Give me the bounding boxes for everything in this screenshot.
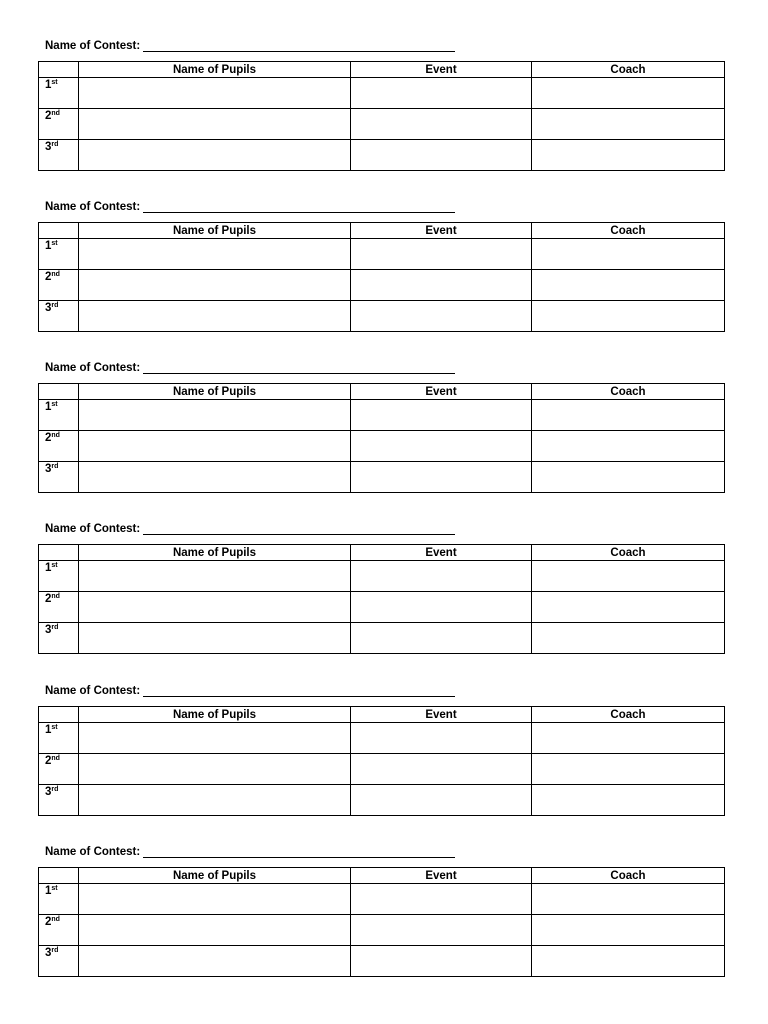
contest-name-line xyxy=(45,40,455,52)
table-header-row xyxy=(39,384,725,400)
results-table xyxy=(38,61,725,171)
place-number: 1 xyxy=(45,401,52,413)
coach-cell[interactable] xyxy=(532,561,725,592)
table-row xyxy=(39,140,725,171)
table-row xyxy=(39,754,725,785)
event-cell[interactable] xyxy=(351,109,532,140)
place-suffix: st xyxy=(51,240,58,247)
table-row xyxy=(39,884,725,915)
place-number: 2 xyxy=(45,271,52,283)
event-cell[interactable] xyxy=(351,946,532,977)
results-table xyxy=(38,867,725,977)
place-number: 2 xyxy=(45,755,52,767)
place-cell xyxy=(39,400,79,431)
place-suffix: nd xyxy=(51,110,60,117)
event-cell[interactable] xyxy=(351,431,532,462)
place-number: 3 xyxy=(45,624,52,636)
header-coach: Coach xyxy=(532,62,725,78)
place-cell xyxy=(39,301,79,332)
place-cell xyxy=(39,623,79,654)
table-row xyxy=(39,270,725,301)
contest-name-line xyxy=(45,846,455,858)
header-coach: Coach xyxy=(532,868,725,884)
contest-name-label: Name of Contest: xyxy=(45,40,141,52)
place-suffix: rd xyxy=(51,786,59,793)
pupil-name-cell[interactable] xyxy=(79,723,351,754)
pupil-name-cell[interactable] xyxy=(79,301,351,332)
table-row xyxy=(39,239,725,270)
place-suffix: nd xyxy=(51,432,60,439)
place-cell xyxy=(39,723,79,754)
place-cell xyxy=(39,239,79,270)
header-event: Event xyxy=(351,223,532,239)
place-suffix: nd xyxy=(51,271,60,278)
coach-cell[interactable] xyxy=(532,270,725,301)
header-name-of-pupils: Name of Pupils xyxy=(79,545,351,561)
place-number: 3 xyxy=(45,947,52,959)
place-number: 1 xyxy=(45,885,52,897)
contest-name-field[interactable] xyxy=(143,201,455,213)
pupil-name-cell[interactable] xyxy=(79,270,351,301)
pupil-name-cell[interactable] xyxy=(79,140,351,171)
place-suffix: st xyxy=(51,401,58,408)
pupil-name-cell[interactable] xyxy=(79,109,351,140)
coach-cell[interactable] xyxy=(532,946,725,977)
table-header-row xyxy=(39,707,725,723)
header-coach: Coach xyxy=(532,545,725,561)
table-row xyxy=(39,592,725,623)
header-place xyxy=(39,545,79,561)
place-suffix: rd xyxy=(51,463,59,470)
event-cell[interactable] xyxy=(351,754,532,785)
coach-cell[interactable] xyxy=(532,400,725,431)
table-row xyxy=(39,78,725,109)
table-header-row xyxy=(39,223,725,239)
table-row xyxy=(39,301,725,332)
place-cell xyxy=(39,561,79,592)
header-coach: Coach xyxy=(532,223,725,239)
contest-name-label: Name of Contest: xyxy=(45,685,141,697)
results-table xyxy=(38,544,725,654)
place-cell xyxy=(39,592,79,623)
contest-name-field[interactable] xyxy=(143,523,455,535)
place-suffix: nd xyxy=(51,593,60,600)
event-cell[interactable] xyxy=(351,623,532,654)
table-row xyxy=(39,400,725,431)
header-name-of-pupils: Name of Pupils xyxy=(79,223,351,239)
place-cell xyxy=(39,915,79,946)
pupil-name-cell[interactable] xyxy=(79,915,351,946)
coach-cell[interactable] xyxy=(532,915,725,946)
place-suffix: rd xyxy=(51,947,59,954)
place-number: 2 xyxy=(45,432,52,444)
table-row xyxy=(39,462,725,493)
place-cell xyxy=(39,270,79,301)
contest-name-line xyxy=(45,685,455,697)
place-number: 1 xyxy=(45,724,52,736)
place-cell xyxy=(39,78,79,109)
pupil-name-cell[interactable] xyxy=(79,592,351,623)
table-row xyxy=(39,915,725,946)
coach-cell[interactable] xyxy=(532,301,725,332)
event-cell[interactable] xyxy=(351,78,532,109)
place-suffix: st xyxy=(51,562,58,569)
table-row xyxy=(39,623,725,654)
coach-cell[interactable] xyxy=(532,431,725,462)
coach-cell[interactable] xyxy=(532,723,725,754)
coach-cell[interactable] xyxy=(532,78,725,109)
event-cell[interactable] xyxy=(351,592,532,623)
event-cell[interactable] xyxy=(351,561,532,592)
place-suffix: st xyxy=(51,724,58,731)
results-table xyxy=(38,706,725,816)
place-suffix: st xyxy=(51,79,58,86)
place-number: 3 xyxy=(45,302,52,314)
place-number: 2 xyxy=(45,916,52,928)
place-number: 3 xyxy=(45,141,52,153)
coach-cell[interactable] xyxy=(532,140,725,171)
header-name-of-pupils: Name of Pupils xyxy=(79,62,351,78)
place-suffix: rd xyxy=(51,624,59,631)
contest-name-label: Name of Contest: xyxy=(45,846,141,858)
header-event: Event xyxy=(351,384,532,400)
place-cell xyxy=(39,462,79,493)
contest-name-field[interactable] xyxy=(143,685,455,697)
table-header-row xyxy=(39,545,725,561)
pupil-name-cell[interactable] xyxy=(79,400,351,431)
table-row xyxy=(39,723,725,754)
place-number: 2 xyxy=(45,593,52,605)
event-cell[interactable] xyxy=(351,140,532,171)
contest-name-field[interactable] xyxy=(143,846,455,858)
place-cell xyxy=(39,431,79,462)
header-name-of-pupils: Name of Pupils xyxy=(79,868,351,884)
place-number: 1 xyxy=(45,562,52,574)
place-suffix: nd xyxy=(51,916,60,923)
contest-name-field[interactable] xyxy=(143,362,455,374)
contest-name-line xyxy=(45,201,455,213)
header-place xyxy=(39,223,79,239)
contest-name-label: Name of Contest: xyxy=(45,523,141,535)
place-suffix: nd xyxy=(51,755,60,762)
pupil-name-cell[interactable] xyxy=(79,754,351,785)
header-place xyxy=(39,868,79,884)
table-row xyxy=(39,109,725,140)
pupil-name-cell[interactable] xyxy=(79,785,351,816)
header-event: Event xyxy=(351,868,532,884)
coach-cell[interactable] xyxy=(532,623,725,654)
place-cell xyxy=(39,754,79,785)
event-cell[interactable] xyxy=(351,270,532,301)
table-row xyxy=(39,946,725,977)
pupil-name-cell[interactable] xyxy=(79,561,351,592)
header-place xyxy=(39,707,79,723)
coach-cell[interactable] xyxy=(532,109,725,140)
results-table xyxy=(38,222,725,332)
header-coach: Coach xyxy=(532,707,725,723)
event-cell[interactable] xyxy=(351,301,532,332)
header-coach: Coach xyxy=(532,384,725,400)
coach-cell[interactable] xyxy=(532,785,725,816)
place-number: 2 xyxy=(45,110,52,122)
event-cell[interactable] xyxy=(351,462,532,493)
header-event: Event xyxy=(351,545,532,561)
coach-cell[interactable] xyxy=(532,462,725,493)
coach-cell[interactable] xyxy=(532,592,725,623)
contest-name-label: Name of Contest: xyxy=(45,201,141,213)
table-header-row xyxy=(39,62,725,78)
header-place xyxy=(39,62,79,78)
event-cell[interactable] xyxy=(351,723,532,754)
event-cell[interactable] xyxy=(351,400,532,431)
header-name-of-pupils: Name of Pupils xyxy=(79,707,351,723)
table-row xyxy=(39,561,725,592)
place-number: 1 xyxy=(45,240,52,252)
event-cell[interactable] xyxy=(351,884,532,915)
pupil-name-cell[interactable] xyxy=(79,239,351,270)
contest-name-field[interactable] xyxy=(143,40,455,52)
pupil-name-cell[interactable] xyxy=(79,431,351,462)
table-row xyxy=(39,431,725,462)
pupil-name-cell[interactable] xyxy=(79,623,351,654)
table-header-row xyxy=(39,868,725,884)
place-number: 3 xyxy=(45,463,52,475)
place-suffix: rd xyxy=(51,141,59,148)
contest-name-label: Name of Contest: xyxy=(45,362,141,374)
header-place xyxy=(39,384,79,400)
table-row xyxy=(39,785,725,816)
place-cell xyxy=(39,785,79,816)
contest-name-line xyxy=(45,362,455,374)
pupil-name-cell[interactable] xyxy=(79,946,351,977)
pupil-name-cell[interactable] xyxy=(79,462,351,493)
event-cell[interactable] xyxy=(351,915,532,946)
place-cell xyxy=(39,140,79,171)
place-suffix: rd xyxy=(51,302,59,309)
place-cell xyxy=(39,884,79,915)
place-number: 3 xyxy=(45,786,52,798)
header-event: Event xyxy=(351,707,532,723)
header-name-of-pupils: Name of Pupils xyxy=(79,384,351,400)
header-event: Event xyxy=(351,62,532,78)
coach-cell[interactable] xyxy=(532,754,725,785)
place-cell xyxy=(39,946,79,977)
event-cell[interactable] xyxy=(351,785,532,816)
event-cell[interactable] xyxy=(351,239,532,270)
place-number: 1 xyxy=(45,79,52,91)
results-table xyxy=(38,383,725,493)
place-suffix: st xyxy=(51,885,58,892)
pupil-name-cell[interactable] xyxy=(79,78,351,109)
coach-cell[interactable] xyxy=(532,239,725,270)
pupil-name-cell[interactable] xyxy=(79,884,351,915)
coach-cell[interactable] xyxy=(532,884,725,915)
place-cell xyxy=(39,109,79,140)
contest-name-line xyxy=(45,523,455,535)
